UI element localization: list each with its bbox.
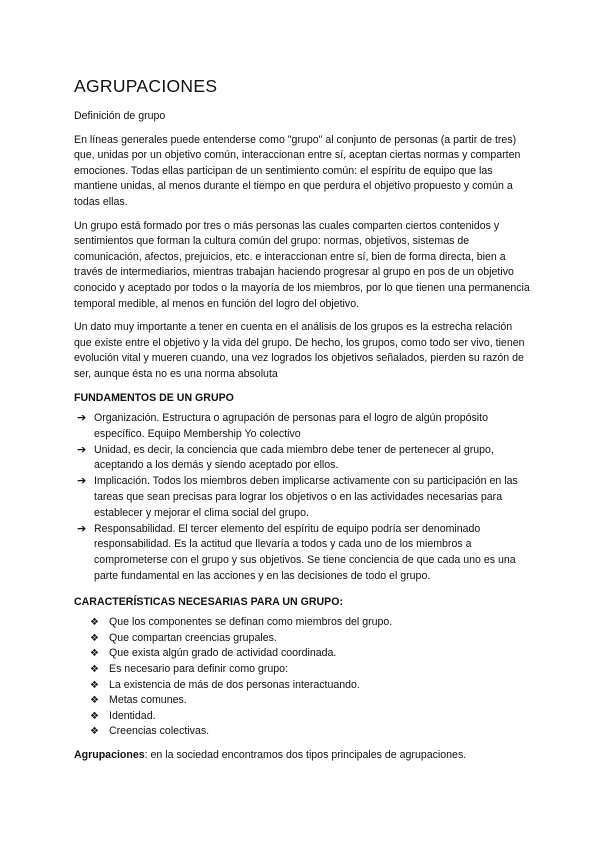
arrow-icon: ➔ [77, 412, 87, 425]
diamond-icon: ❖ [90, 679, 99, 691]
list-item [90, 724, 530, 740]
list-item-text: Identidad. [109, 709, 156, 722]
arrow-icon: ➔ [77, 475, 87, 488]
list-item-text: Que compartan creencias grupales. [109, 631, 277, 644]
list-item [90, 646, 530, 662]
list-item [90, 709, 530, 725]
list-item-text: Que los componentes se definan como miembros del grupo. [109, 616, 393, 629]
list-item-text: Implicación. Todos los miembros deben implicarse activamente con su participación en las tareas que sean precisas para lograr los objetivos o en las actividades necesarias para establecer y mejorar el clima social del grupo. [94, 475, 518, 519]
list-item [90, 615, 530, 631]
diamond-icon: ❖ [90, 648, 99, 660]
diamond-icon: ❖ [90, 617, 99, 629]
page-title: AGRUPACIONES [74, 76, 218, 96]
paragraph-composition: Un grupo está formado por tres o más personas las cuales comparten ciertos contenidos y sentimientos que forman la cultura común del grupo: normas, objetivos, sistemas de comunicación, afectos, prejuicios, etc. e interaccionan entre sí, bien de forma directa, bien a través de intermediarios, mientras trabajan haciendo progresar al grupo en pos de un objetivo conocido y aceptado por todos o la mayoría de los miembros, por lo que tienen una permanencia temporal medible, al menos en función del logro del objetivo. [74, 219, 530, 310]
arrow-icon: ➔ [77, 522, 87, 535]
caracteristicas-list [90, 615, 530, 740]
list-item-text: Unidad, es decir, la conciencia que cada miembro debe tener de pertenecer al grupo, aceptando a los demás y siendo aceptado por ellos. [94, 443, 494, 472]
list-item-text: Organización. Estructura o agrupación de personas para el logro de algún propósito específico. Equipo Membership Yo colectivo [94, 412, 488, 440]
diamond-icon: ❖ [90, 664, 99, 675]
list-item [74, 474, 530, 521]
list-item-text: La existencia de más de dos personas interactuando. [109, 678, 360, 691]
list-item-text: Es necesario para definir como grupo: [109, 663, 289, 675]
diamond-icon: ❖ [90, 726, 99, 738]
agrupaciones-paragraph [74, 748, 530, 764]
list-item [90, 662, 530, 678]
spacer [74, 585, 530, 593]
fundamentos-list [74, 411, 530, 584]
list-item-text: Que exista algún grado de actividad coordinada. [109, 647, 337, 660]
list-item [90, 678, 530, 694]
agrupaciones-label: Agrupaciones [74, 748, 145, 761]
list-item [74, 443, 530, 474]
diamond-icon: ❖ [90, 632, 99, 644]
list-item-text: Creencias colectivas. [109, 725, 210, 738]
list-item [74, 411, 530, 442]
list-item [90, 631, 530, 647]
paragraph-definition: En líneas generales puede entenderse como "grupo" al conjunto de personas (a partir de tres) que, unidas por un objetivo común, interaccionan entre sí, aceptan ciertas normas y comparten emociones. Todas ellas participan de un sentimiento común: el espíritu de equipo que las mantiene unidas, al menos durante el tiempo en que perdura el objetivo propuesto y común a todas ellas. [74, 133, 521, 208]
list-item [74, 522, 530, 584]
paragraph-objective: Un dato muy importante a tener en cuenta en el análisis de los grupos es la estrecha relación que existe entre el objetivo y la vida del grupo. De hecho, los grupos, como todo ser vivo, tienen evolución vital y mueren cuando, una vez logrados los objetivos señalados, pierden su razón de ser, aunque ésta no es una norma absoluta [74, 321, 525, 380]
list-item [90, 693, 530, 709]
fundamentos-heading: FUNDAMENTOS DE UN GRUPO [74, 391, 234, 404]
diamond-icon: ❖ [90, 710, 99, 722]
list-item-text: Responsabilidad. El tercer elemento del espíritu de equipo podría ser denominado responsabilidad. Es la actitud que llevaría a todos y cada uno de los miembros a comprometerse con el grupo y sus objetivos. Se tiene conciencia de que cada uno es una parte fundamental en las acciones y en las decisiones de todo el grupo. [94, 522, 516, 582]
diamond-icon: ❖ [90, 695, 99, 707]
agrupaciones-text: : en la sociedad encontramos dos tipos principales de agrupaciones. [144, 748, 467, 761]
arrow-icon: ➔ [77, 443, 87, 456]
section-subtitle: Definición de grupo [74, 110, 166, 122]
list-item-text: Metas comunes. [109, 694, 187, 707]
caracteristicas-heading: CARACTERÍSTICAS NECESARIAS PARA UN GRUPO: [74, 595, 343, 608]
